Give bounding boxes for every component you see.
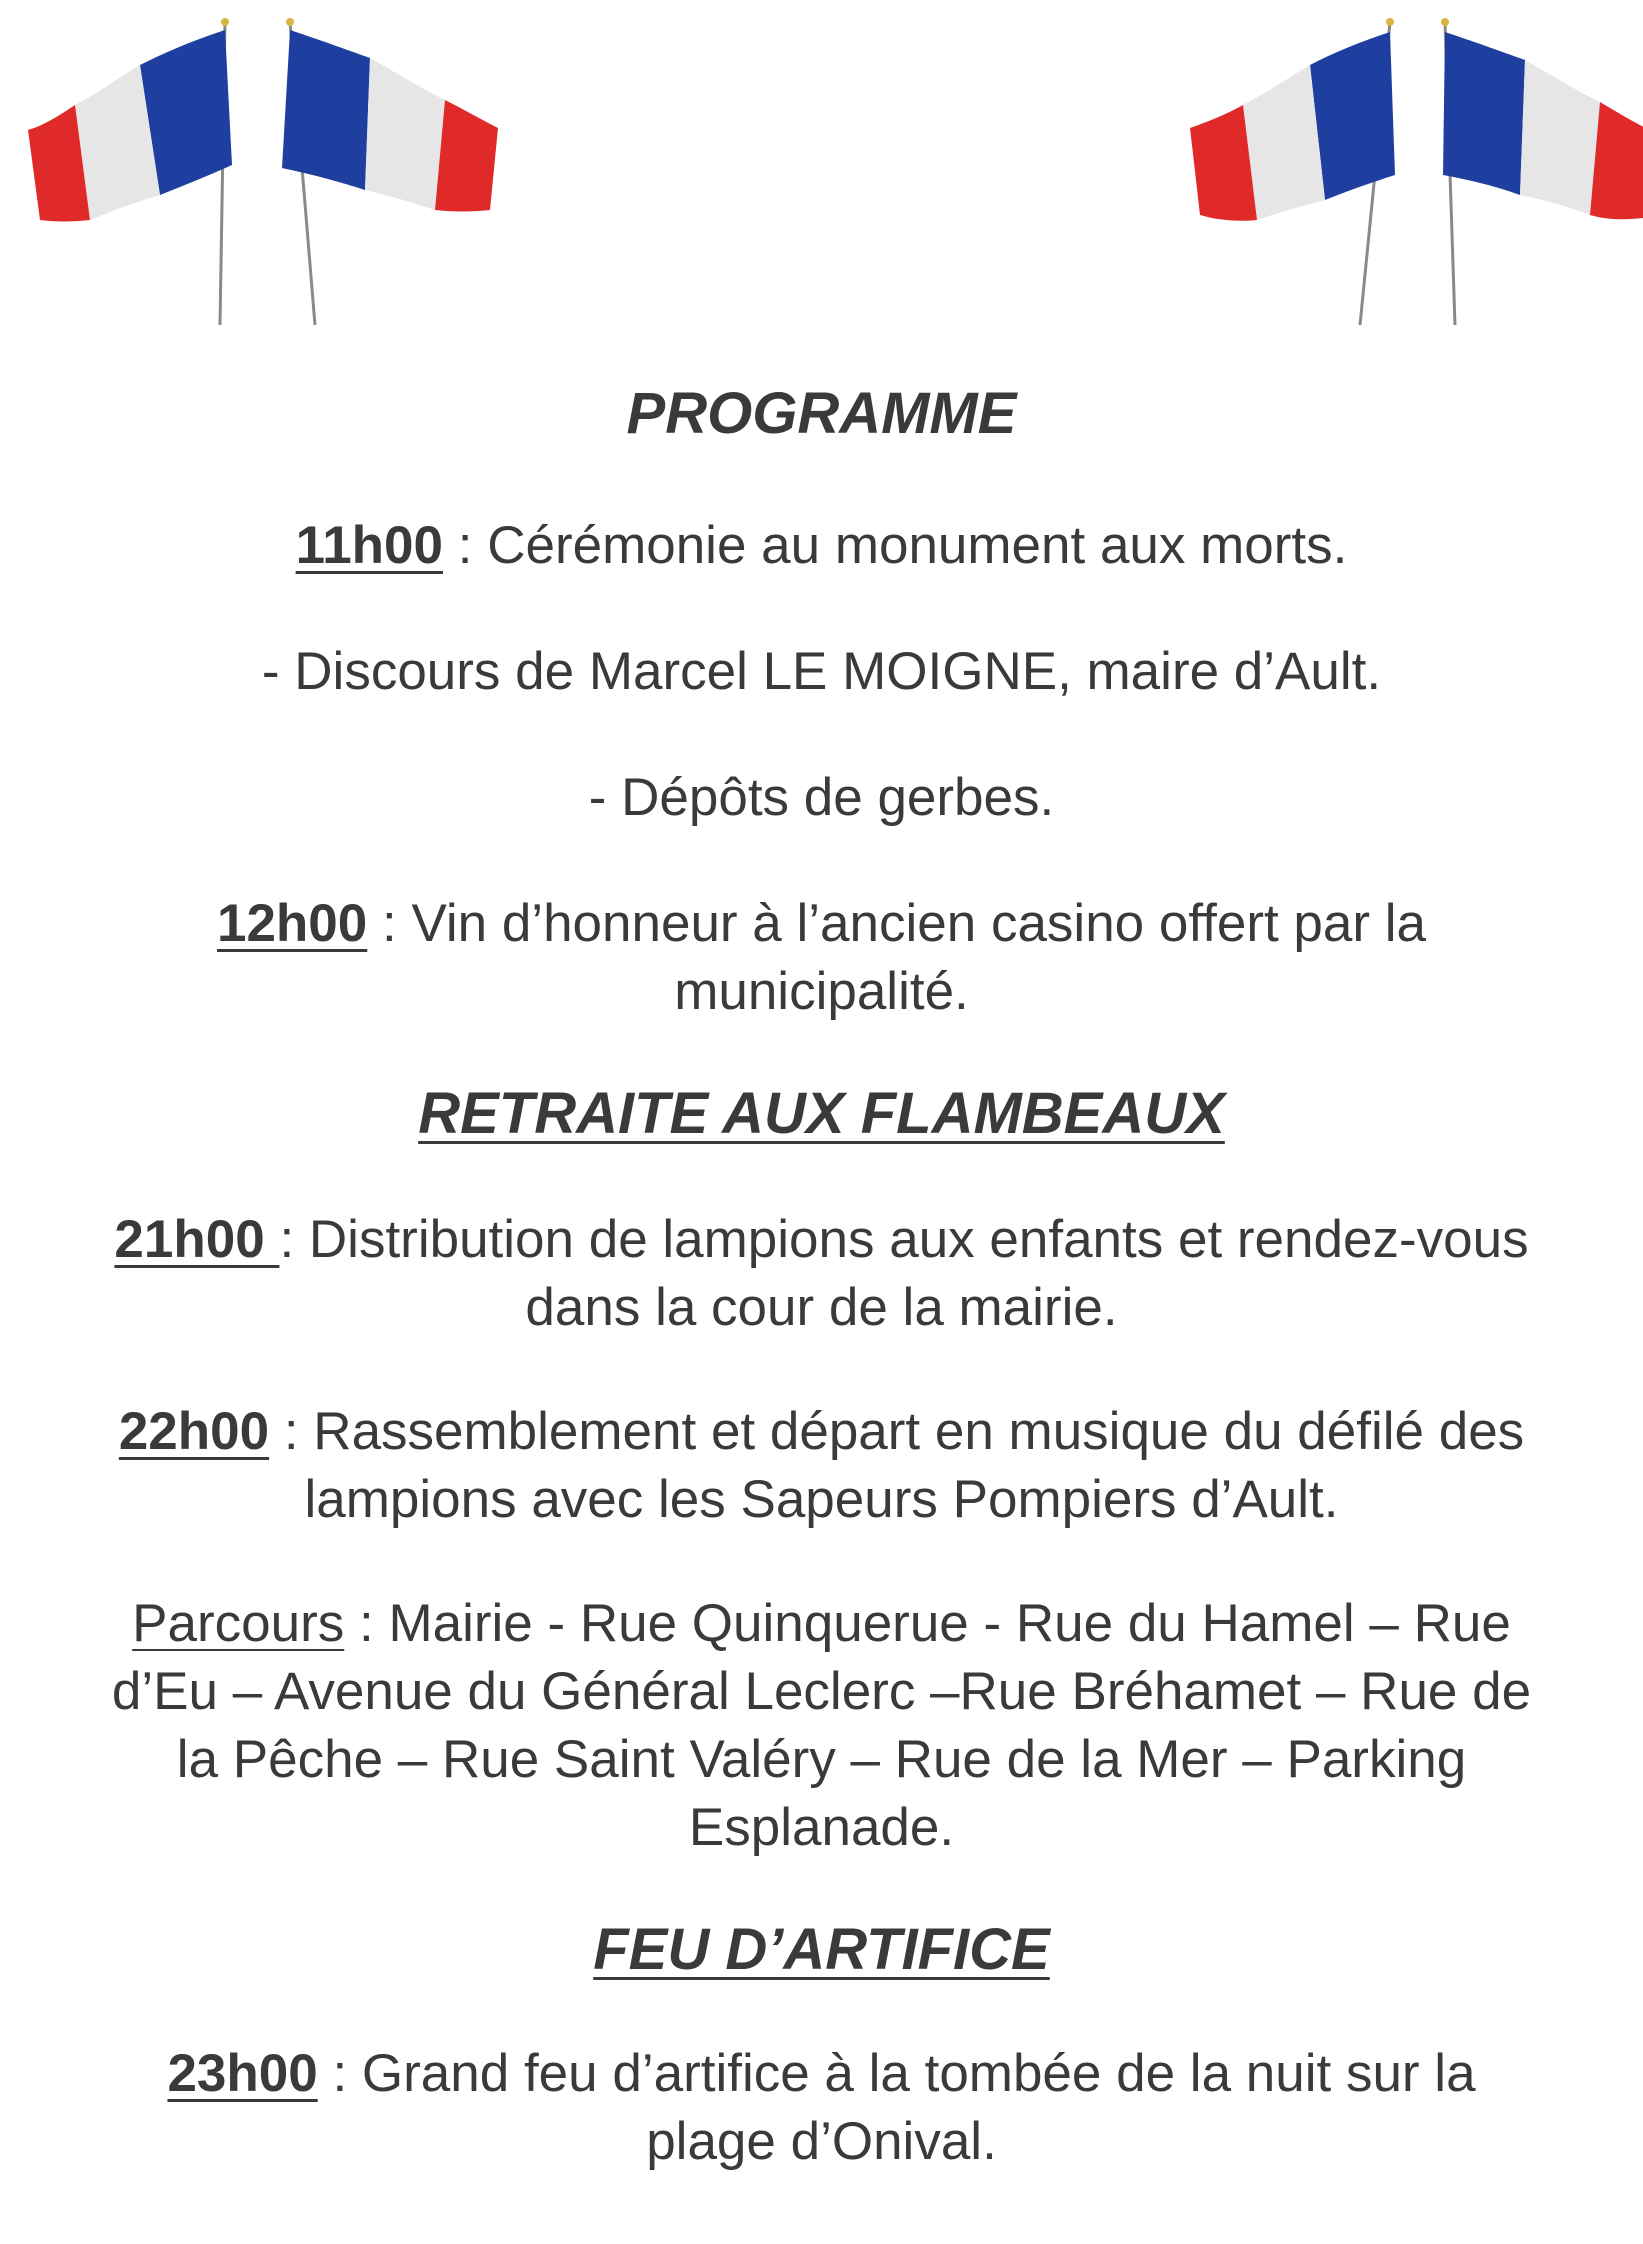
item-text-line2: municipalité. <box>674 962 969 1021</box>
item-text-line1: Vin d’honneur à l’ancien casino offert par la <box>411 894 1427 953</box>
crossed-flags-left <box>20 10 540 330</box>
parcours-line3: la Pêche – Rue Saint Valéry – Rue de la Mer – Parking <box>176 1730 1467 1789</box>
separator: : <box>279 1210 309 1269</box>
parcours-line1: Mairie - Rue Quinquerue - Rue du Hamel – Rue <box>388 1594 1511 1653</box>
crossed-french-flags-icon <box>20 10 540 330</box>
time-12h00: 12h00 <box>216 894 368 953</box>
separator: : <box>344 1594 389 1653</box>
separator: : <box>317 2044 362 2103</box>
feu-title: FEU D’ARTIFICE <box>593 1917 1050 1982</box>
item-text: Cérémonie au monument aux morts. <box>487 516 1348 575</box>
time-11h00: 11h00 <box>295 516 443 575</box>
item-12h00 <box>40 890 1603 1026</box>
item-depots: - Dépôts de gerbes. <box>588 768 1055 827</box>
separator: : <box>443 516 488 575</box>
separator: : <box>367 894 412 953</box>
item-22h00 <box>40 1398 1603 1534</box>
programme-document <box>40 380 1603 2176</box>
parcours-label: Parcours <box>132 1594 345 1653</box>
item-text-line2: dans la cour de la mairie. <box>525 1278 1118 1337</box>
item-text-line2: plage d’Onival. <box>646 2112 997 2171</box>
separator: : <box>269 1402 314 1461</box>
parcours-line2: d’Eu – Avenue du Général Leclerc –Rue Bréhamet – Rue de <box>111 1662 1532 1721</box>
item-discours: - Discours de Marcel LE MOIGNE, maire d’Ault. <box>261 642 1382 701</box>
crossed-flags-right <box>1145 10 1643 330</box>
time-21h00: 21h00 <box>114 1210 280 1269</box>
item-23h00 <box>40 2040 1603 2176</box>
parcours <box>40 1590 1603 1862</box>
crossed-french-flags-icon <box>1145 10 1643 330</box>
parcours-line4: Esplanade. <box>688 1798 955 1857</box>
item-text-line1: Distribution de lampions aux enfants et rendez-vous <box>308 1210 1529 1269</box>
programme-title: PROGRAMME <box>626 381 1017 446</box>
time-22h00: 22h00 <box>118 1402 270 1461</box>
item-11h00 <box>40 512 1603 580</box>
time-23h00: 23h00 <box>167 2044 318 2103</box>
item-text-line2: lampions avec les Sapeurs Pompiers d’Ault. <box>304 1470 1339 1529</box>
item-text-line1: Rassemblement et départ en musique du défilé des <box>313 1402 1525 1461</box>
item-text-line1: Grand feu d’artifice à la tombée de la nuit sur la <box>361 2044 1476 2103</box>
item-21h00 <box>40 1206 1603 1342</box>
retraite-title: RETRAITE AUX FLAMBEAUX <box>418 1081 1225 1146</box>
